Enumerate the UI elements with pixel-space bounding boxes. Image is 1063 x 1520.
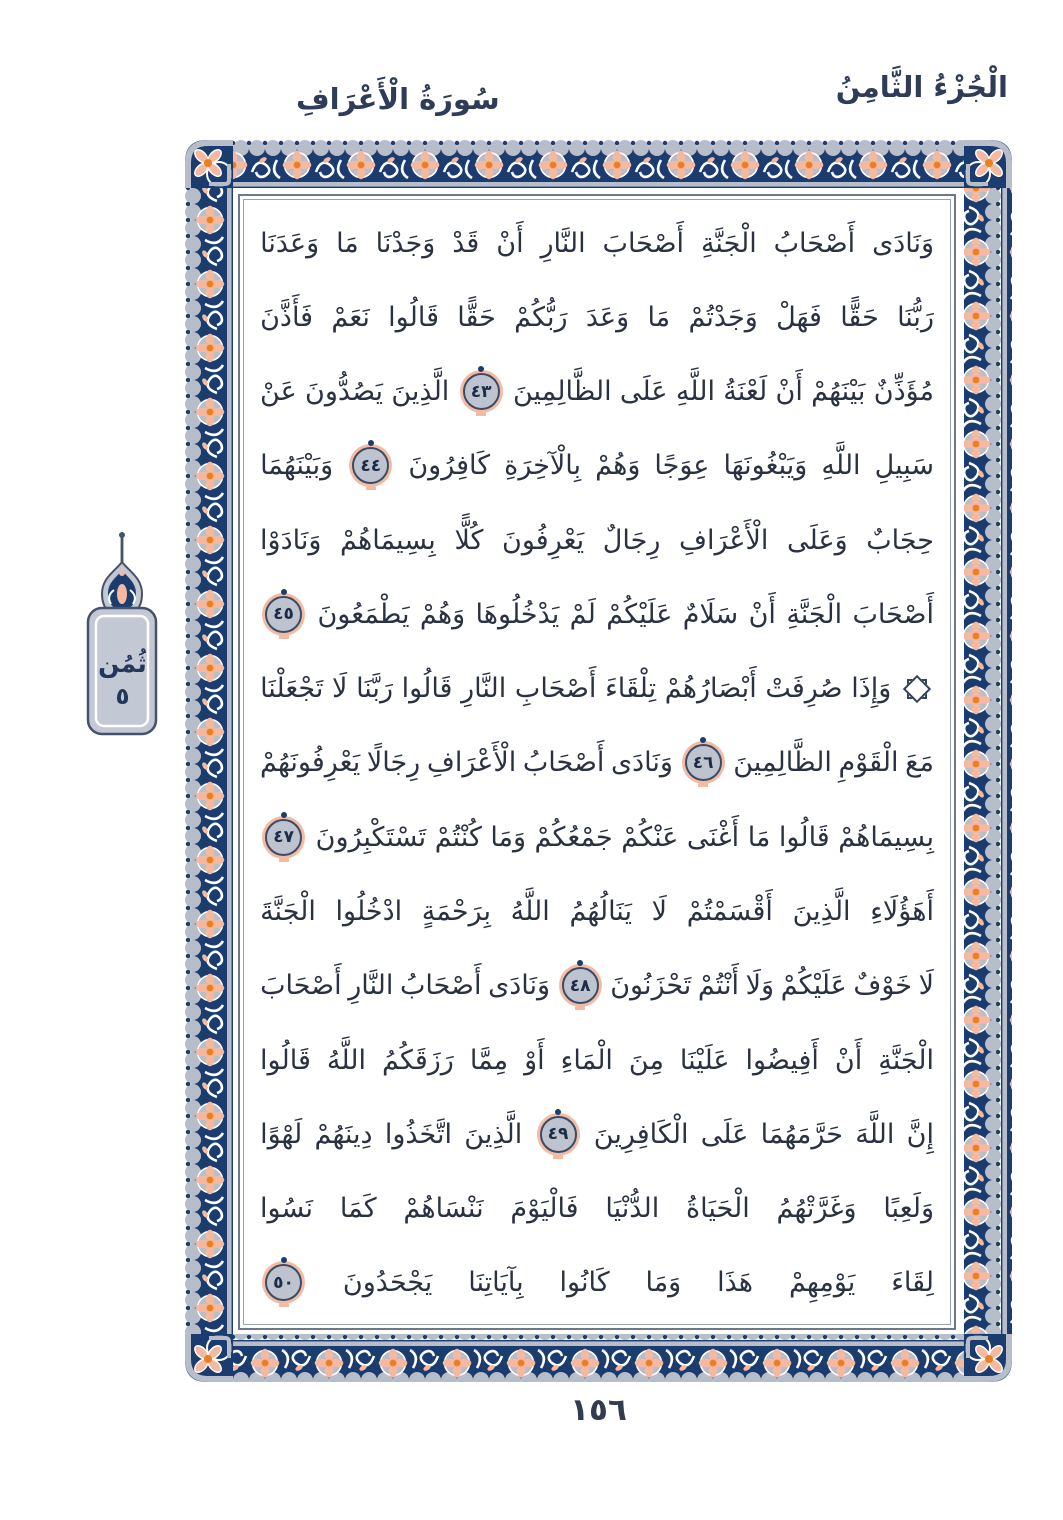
- quran-word: أَصْحَابَ: [602, 227, 685, 259]
- quran-word: تَسْتَكْبِرُونَ: [315, 821, 427, 853]
- quran-word: يَجْحَدُونَ: [342, 1267, 433, 1299]
- ayah-number-marker: ٤٥: [265, 596, 302, 633]
- quran-word: وَإِذَا: [851, 673, 892, 705]
- quran-word: بِآيَاتِنَا: [468, 1267, 524, 1299]
- quran-word: عَلَى: [700, 1118, 749, 1150]
- quran-word: مَا: [647, 301, 671, 333]
- quran-word: حَقًّا: [457, 301, 496, 333]
- quran-word: أَهَؤُلَاءِ: [870, 896, 934, 928]
- quran-word: وَلَا: [745, 970, 775, 1002]
- quran-word: يَعْرِفُونَهُمْ: [260, 747, 361, 779]
- quran-word: يَوْمِهِمْ: [788, 1267, 856, 1299]
- quran-word: فَالْيَوْمَ: [510, 1193, 579, 1225]
- quran-word: ادْخُلُوا: [335, 896, 403, 928]
- ayah-number-marker: ٤٦: [685, 744, 722, 781]
- quran-word: لَا: [918, 970, 934, 1002]
- quran-word: خَوْفٌ: [853, 970, 912, 1002]
- quran-word: الْحَيَاةُ: [686, 1193, 750, 1225]
- quran-word: بَيْنَهُمْ: [811, 376, 866, 408]
- quran-word: قَالُوا: [388, 301, 439, 333]
- quran-word: الْجَنَّةِ: [700, 227, 757, 259]
- mushaf-line: [260, 800, 934, 874]
- quran-word: أَنْ: [496, 227, 524, 259]
- quran-word: عَنْ: [260, 376, 297, 408]
- quran-word: وَبَيْنَهُمَا: [260, 450, 334, 482]
- quran-word: حَرَّمَهُمَا: [760, 1118, 843, 1150]
- quran-word: أَصْحَابُ: [773, 227, 856, 259]
- quran-word: كَافِرُونَ: [408, 450, 491, 482]
- surah-header: سُورَةُ الْأَعْرَافِ: [296, 82, 500, 116]
- quran-word: أَنْ: [748, 598, 776, 630]
- quran-word: يَدْخُلُوهَا: [475, 598, 560, 630]
- rub-el-hizb-icon: [903, 675, 931, 703]
- quran-word: لَا: [332, 673, 348, 705]
- ayah-number-marker: ٤٩: [540, 1116, 577, 1153]
- quran-word: وَجَدْنَا: [375, 227, 436, 259]
- quran-word: الْقَوْمِ: [838, 747, 899, 779]
- mushaf-line: [260, 503, 934, 577]
- quran-word: وَهُمْ: [595, 450, 641, 482]
- quran-word: مِنَ: [628, 1044, 664, 1076]
- text-frame: [238, 194, 956, 1330]
- page-number: ١٥٦: [570, 1392, 627, 1428]
- quran-word: عِوَجًا: [654, 450, 710, 482]
- quran-word: الْجَنَّةِ: [786, 598, 843, 630]
- quran-word: نَسُوا: [260, 1193, 314, 1225]
- quran-word: وَعَلَى: [787, 524, 848, 556]
- quran-word: بِسِيمَاهُمْ: [340, 524, 436, 556]
- quran-word: اتَّخَذُوا: [384, 1118, 453, 1150]
- mushaf-lines: [243, 199, 951, 1325]
- quran-word: الدُّنْيَا: [605, 1193, 660, 1225]
- quran-word: اللَّهِ: [821, 450, 861, 482]
- quran-word: وَيَبْغُونَهَا: [723, 450, 808, 482]
- ayah-number-marker: ٤٧: [265, 819, 302, 856]
- quran-word: بِالْآخِرَةِ: [504, 450, 582, 482]
- mushaf-line: [260, 355, 934, 429]
- mushaf-line: [260, 1023, 934, 1097]
- mushaf-line: [260, 1246, 934, 1320]
- thumn-label-value: ٥: [115, 684, 130, 711]
- quran-word: يَنَالُهُمُ: [569, 896, 632, 928]
- quran-word: نَعَمْ: [331, 301, 370, 333]
- quran-word: وَمَا: [490, 821, 527, 853]
- quran-word: الَّذِينَ: [792, 896, 851, 928]
- quran-word: عَنْكُمْ: [621, 821, 679, 853]
- quran-word: أَنْ: [834, 1044, 863, 1076]
- quran-word: مَعَ: [905, 747, 934, 779]
- thumn-marker-label: [70, 648, 175, 712]
- quran-word: اللَّهُ: [326, 1044, 366, 1076]
- quran-word: قَالُوا: [778, 821, 830, 853]
- quran-word: عَلَيْكُمْ: [606, 598, 673, 630]
- quran-word: لَهْوًا: [260, 1118, 303, 1150]
- quran-word: النَّارِ: [540, 227, 586, 259]
- quran-word: تَجْعَلْنَا: [260, 673, 324, 705]
- ayah-number-marker: ٤٤: [352, 447, 389, 484]
- quran-word: تَحْزَنُونَ: [610, 970, 692, 1002]
- quran-word: أَبْصَارُهُمْ: [664, 673, 757, 705]
- quran-word: وَنَادَى: [611, 747, 673, 779]
- quran-word: اللَّهِ: [675, 376, 715, 408]
- quran-word: فَهَلْ: [776, 301, 822, 333]
- quran-word: مَا: [747, 821, 771, 853]
- quran-word: عَلَيْنَا: [679, 1044, 730, 1076]
- quran-word: أَنْتُمْ: [697, 970, 740, 1002]
- quran-word: الظَّالِمِينَ: [733, 747, 832, 779]
- quran-word: أَصْحَابِ: [514, 673, 597, 705]
- quran-word: النَّارِ: [461, 673, 507, 705]
- quran-word: يَطْمَعُونَ: [317, 598, 410, 630]
- quran-word: يَعْرِفُونَ: [502, 524, 585, 556]
- quran-word: أَوْ: [524, 1044, 545, 1076]
- quran-word: وَنَادَى: [872, 227, 934, 259]
- quran-word: النَّارِ: [348, 970, 394, 1002]
- quran-word: اللَّهُ: [510, 896, 550, 928]
- quran-word: أَصْحَابَ: [852, 598, 934, 630]
- quran-word: أَصْحَابُ: [399, 970, 482, 1002]
- quran-word: الَّذِينَ: [391, 376, 450, 408]
- quran-word: أَغْنَى: [686, 821, 740, 853]
- quran-word: أَقْسَمْتُمْ: [686, 896, 773, 928]
- quran-word: مَا: [336, 227, 359, 259]
- quran-word: لَعْنَةُ: [723, 376, 768, 408]
- mushaf-line: [260, 652, 934, 726]
- quran-word: سَبِيلِ: [874, 450, 934, 482]
- quran-word: لَمْ: [569, 598, 596, 630]
- quran-word: الْكَافِرِينَ: [593, 1118, 689, 1150]
- quran-word: عَلَى: [619, 376, 668, 408]
- quran-word: كَمَا: [339, 1193, 377, 1225]
- quran-word: أَفِيضُوا: [745, 1044, 819, 1076]
- quran-word: أَصْحَابُ: [522, 747, 605, 779]
- quran-word: يَصُدُّونَ: [305, 376, 383, 408]
- quran-word: الْجَنَّةَ: [260, 896, 316, 928]
- quran-word: بِرَحْمَةٍ: [421, 896, 491, 928]
- quran-word: رَبُّنَا: [897, 301, 934, 333]
- quran-word: نَنْسَاهُمْ: [403, 1193, 484, 1225]
- quran-word: قَالُوا: [401, 673, 453, 705]
- ayah-number-marker: ٤٨: [562, 967, 599, 1004]
- mushaf-line: [260, 726, 934, 800]
- quran-word: وَعَدَ: [585, 301, 630, 333]
- mushaf-line: [260, 949, 934, 1023]
- quran-word: مِمَّا: [469, 1044, 509, 1076]
- quran-word: كُلًّا: [454, 524, 484, 556]
- quran-word: رَزَقَكُمُ: [381, 1044, 454, 1076]
- quran-word: كَانُوا: [559, 1267, 610, 1299]
- quran-word: وَمَا: [645, 1267, 682, 1299]
- quran-word: رَبُّكُمْ: [514, 301, 568, 333]
- quran-word: دِينَهُمْ: [314, 1118, 373, 1150]
- quran-word: حَقًّا: [840, 301, 879, 333]
- quran-word: عَلَيْكُمْ: [780, 970, 847, 1002]
- quran-word: الْأَعْرَافِ: [426, 747, 517, 779]
- quran-word: أَنْ: [775, 376, 803, 408]
- quran-word: سَلَامٌ: [682, 598, 739, 630]
- thumn-marker: [70, 532, 175, 747]
- quran-word: الْمَاءِ: [560, 1044, 613, 1076]
- quran-word: رِجَالٌ: [602, 524, 661, 556]
- mushaf-line: [260, 875, 934, 949]
- ayah-number-marker: ٤٣: [463, 373, 500, 410]
- quran-word: جَمْعُكُمْ: [534, 821, 613, 853]
- quran-word: تِلْقَاءَ: [605, 673, 657, 705]
- quran-word: إِنَّ: [906, 1118, 934, 1150]
- quran-word: الْجَنَّةِ: [878, 1044, 934, 1076]
- quran-word: مُؤَذِّنٌ: [873, 376, 934, 408]
- quran-word: أَصْحَابَ: [260, 970, 342, 1002]
- quran-word: اللَّهَ: [855, 1118, 895, 1150]
- quran-word: الَّذِينَ: [464, 1118, 523, 1150]
- mushaf-line: [260, 206, 934, 280]
- quran-word: لَا: [651, 896, 668, 928]
- quran-word: قَالُوا: [260, 1044, 311, 1076]
- quran-word: وَجَدْتُمْ: [688, 301, 758, 333]
- quran-word: الظَّالِمِينَ: [512, 376, 612, 408]
- mushaf-line: [260, 429, 934, 503]
- quran-word: قَدْ: [452, 227, 480, 259]
- mushaf-line: [260, 577, 934, 651]
- quran-word: وَغَرَّتْهُمُ: [776, 1193, 857, 1225]
- quran-word: وَعَدَنَا: [260, 227, 320, 259]
- quran-word: فَأَذَّنَ: [260, 301, 314, 333]
- quran-word: حِجَابٌ: [866, 524, 934, 556]
- ayah-number-marker: ٥٠: [265, 1264, 302, 1301]
- thumn-label-text: ثُمُن: [98, 649, 147, 678]
- quran-word: وَهُمْ: [419, 598, 466, 630]
- juz-header: الْجُزْءُ الثَّامِنُ: [835, 70, 1008, 104]
- quran-word: وَنَادَوْا: [260, 524, 322, 556]
- quran-word: صُرِفَتْ: [765, 673, 843, 705]
- quran-word: رِجَالًا: [366, 747, 421, 779]
- quran-word: الْأَعْرَافِ: [678, 524, 769, 556]
- quran-word: كُنْتُمْ: [434, 821, 482, 853]
- quran-word: لِقَاءَ: [891, 1267, 934, 1299]
- quran-word: رَبَّنَا: [356, 673, 393, 705]
- quran-word: بِسِيمَاهُمْ: [838, 821, 934, 853]
- quran-word: وَلَعِبًا: [883, 1193, 934, 1225]
- mushaf-line: [260, 280, 934, 354]
- mushaf-line: [260, 1172, 934, 1246]
- quran-word: وَنَادَى: [488, 970, 550, 1002]
- mushaf-line: [260, 1097, 934, 1171]
- quran-word: هَذَا: [717, 1267, 754, 1299]
